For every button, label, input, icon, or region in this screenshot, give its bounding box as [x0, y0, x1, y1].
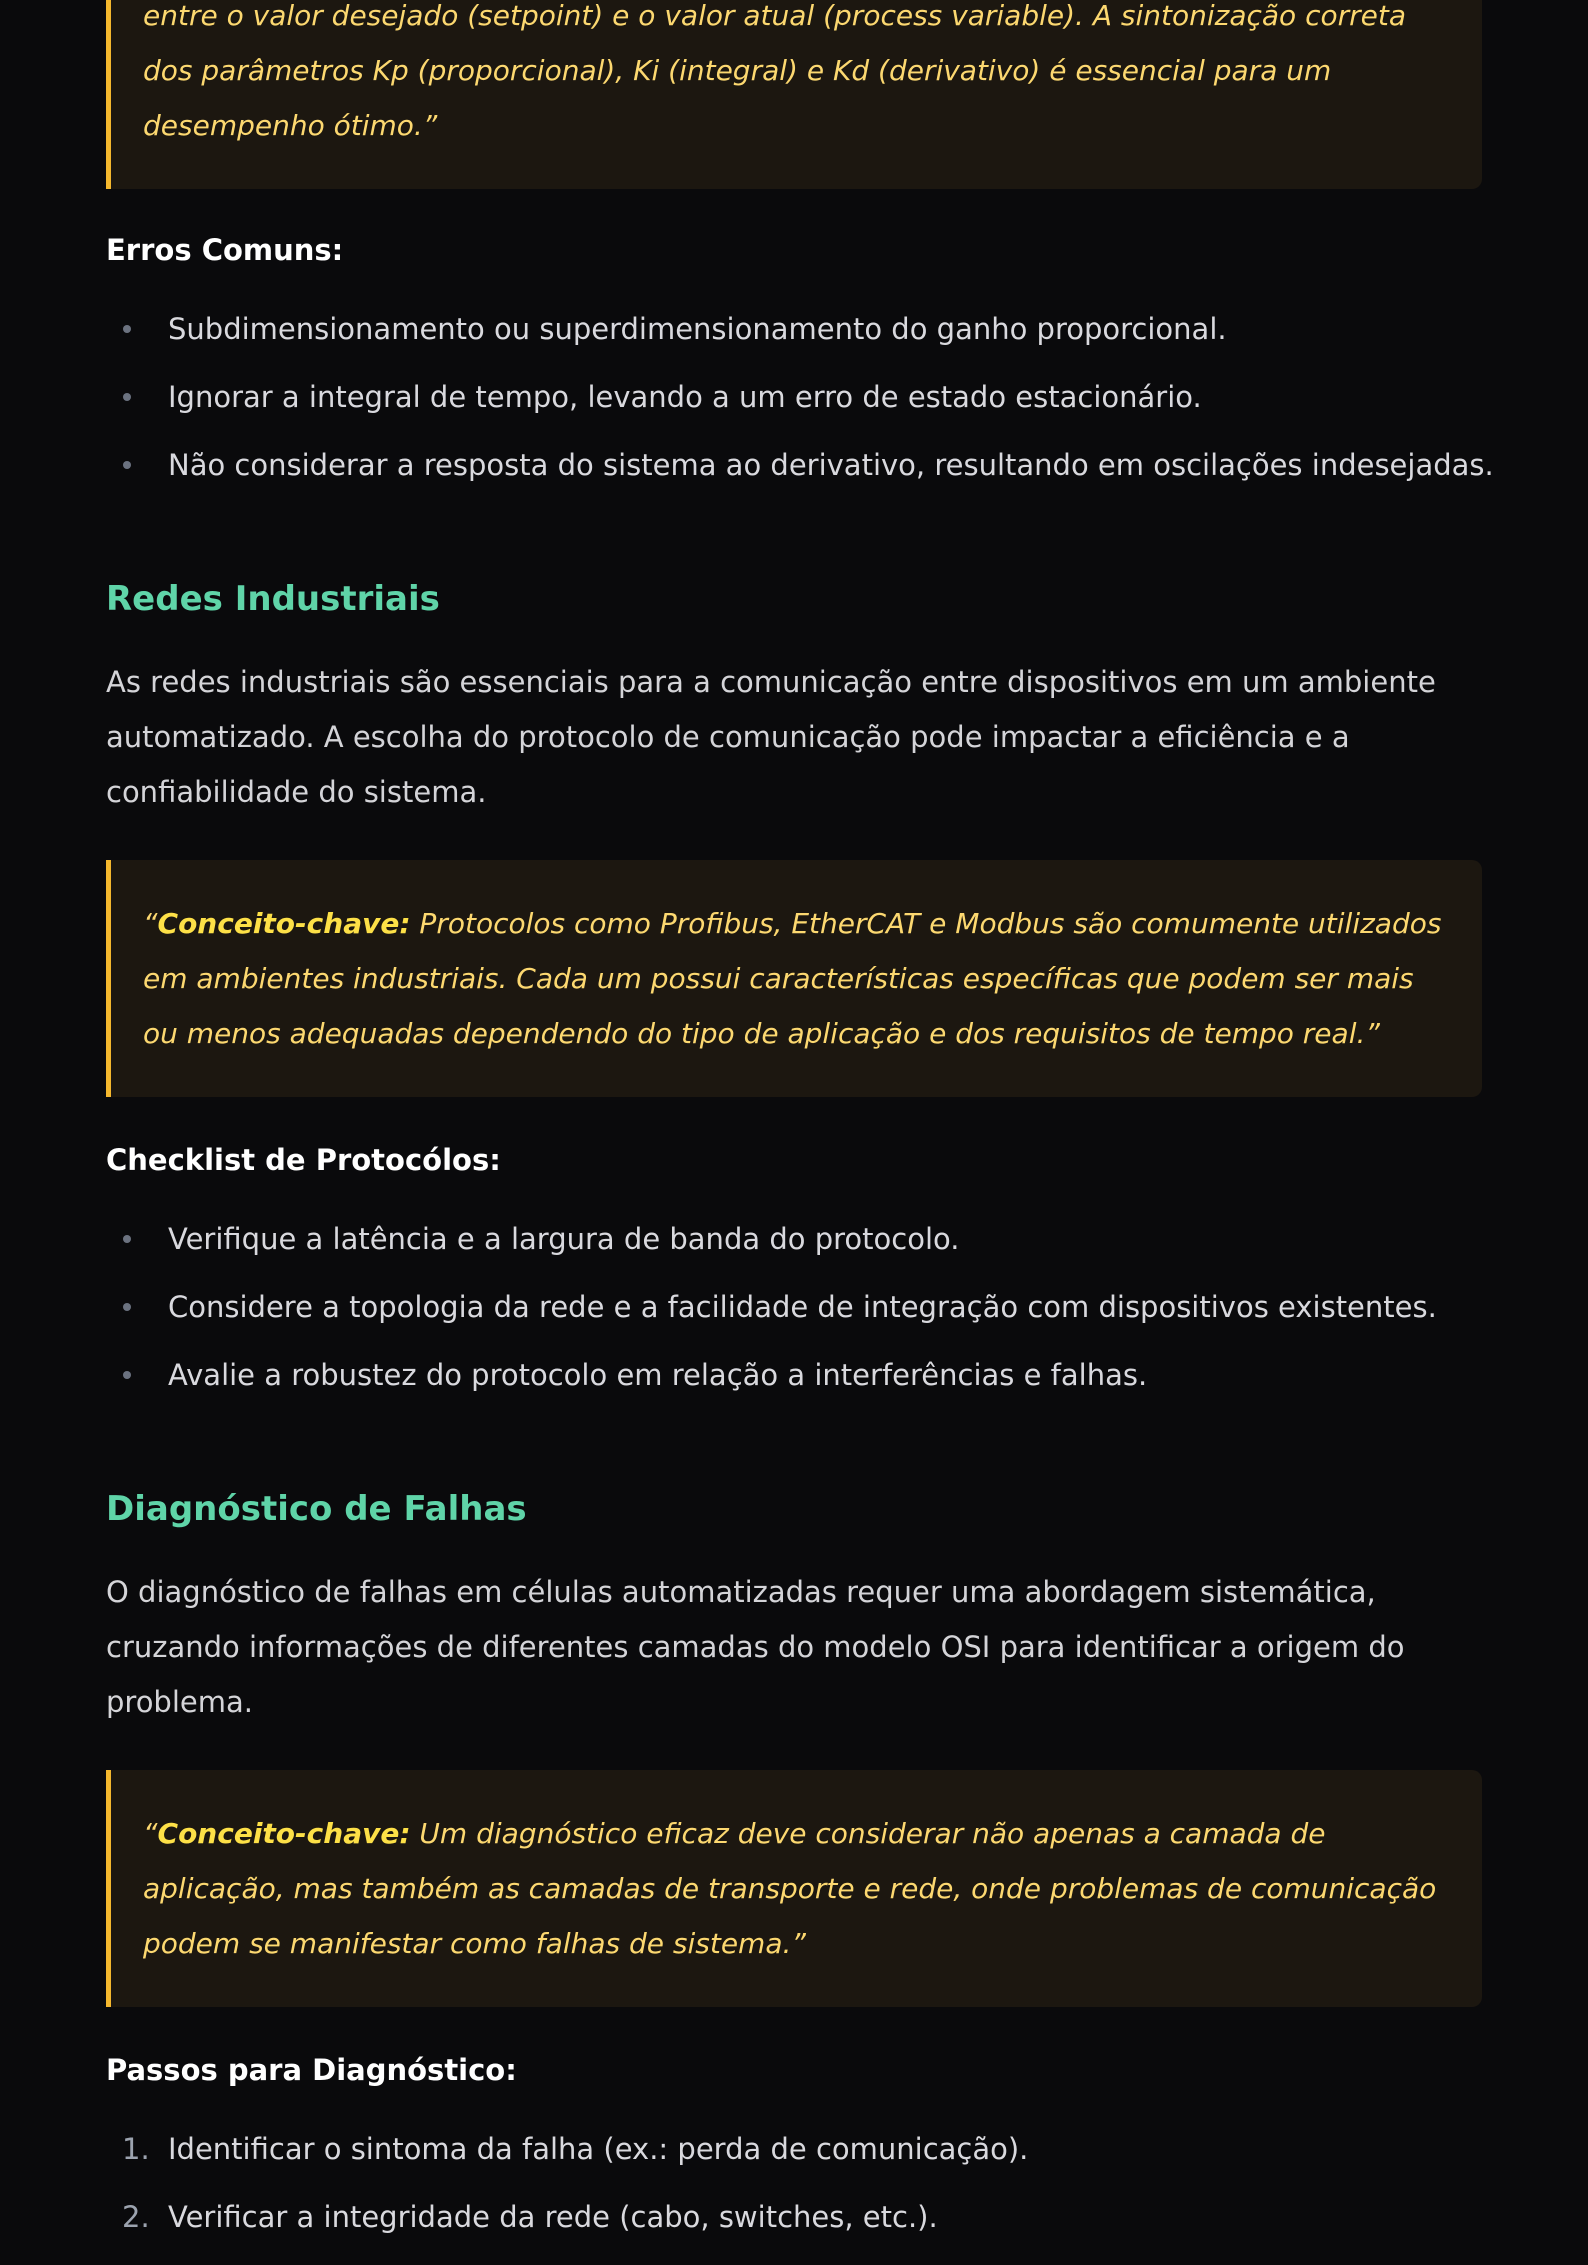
list-item [106, 1219, 1506, 1287]
intro-quote [106, 0, 1482, 189]
list-item [106, 309, 1506, 377]
list-item [106, 2129, 1506, 2197]
list-item-text: Avalie a robustez do protocolo em relação a interferências e falhas. [168, 1358, 1148, 1392]
diagnostico-quote [106, 1770, 1482, 2007]
list-item-text: Identificar o sintoma da falha (ex.: perda de comunicação). [168, 2132, 1029, 2166]
list-item [106, 377, 1506, 445]
bullet-dot [123, 1371, 131, 1379]
list-item-text: Subdimensionamento ou superdimensionamento do ganho proporcional. [168, 312, 1227, 346]
diagnostico-paragraph: O diagnóstico de falhas em células automatizadas requer uma abordagem sistemática, cruzando informações de diferentes camadas do modelo OSI para identificar a origem do problema. [106, 1575, 1405, 1719]
list-item [106, 2197, 1506, 2265]
list-item [106, 1355, 1506, 1423]
quote-open-mark: “ [143, 1817, 158, 1850]
intro-quote-text: entre o valor desejado (setpoint) e o valor atual (process variable). A sintonização correta dos parâmetros Kp (proporcional), Ki (integral) e Kd (derivativo) é essencial para um desempenho ótimo.” [143, 0, 1406, 142]
erros-comuns-list [106, 309, 1506, 513]
quote-text: Protocolos como Profibus, EtherCAT e Modbus são comumente utilizados em ambientes industriais. Cada um possui características específicas que podem ser mais ou menos adequadas dependendo do tipo de aplicação e dos requisitos de tempo real.” [143, 907, 1442, 1050]
bullet-dot [123, 1303, 131, 1311]
quote-text: Um diagnóstico eficaz deve considerar não apenas a camada de aplicação, mas também as camadas de transporte e rede, onde problemas de comunicação podem se manifestar como falhas de sistema.” [143, 1817, 1437, 1960]
bullet-dot [123, 325, 131, 333]
list-item-text: Verificar a integridade da rede (cabo, switches, etc.). [168, 2200, 938, 2234]
quote-open-mark: “ [143, 907, 158, 940]
list-item-text: Verifique a latência e a largura de banda do protocolo. [168, 1222, 960, 1256]
quote-keyword: Conceito-chave: [157, 907, 411, 940]
checklist-title: Checklist de Protocólos: [106, 1143, 501, 1177]
bullet-dot [123, 461, 131, 469]
list-item [106, 445, 1506, 513]
steps-title: Passos para Diagnóstico: [106, 2053, 517, 2087]
step-number: 1. [122, 2132, 150, 2166]
list-item-text: Não considerar a resposta do sistema ao derivativo, resultando em oscilações indesejadas. [168, 448, 1494, 482]
quote-keyword: Conceito-chave: [157, 1817, 411, 1850]
erros-comuns-title: Erros Comuns: [106, 233, 344, 267]
bullet-dot [123, 393, 131, 401]
list-item-text: Considere a topologia da rede e a facilidade de integração com dispositivos existentes. [168, 1290, 1437, 1324]
step-number: 2. [122, 2200, 150, 2234]
redes-quote [106, 860, 1482, 1097]
list-item-text: Ignorar a integral de tempo, levando a um erro de estado estacionário. [168, 380, 1202, 414]
redes-paragraph: As redes industriais são essenciais para a comunicação entre dispositivos em um ambiente automatizado. A escolha do protocolo de comunicação pode impactar a eficiência e a confiabilidade do sistema. [106, 665, 1436, 809]
section-heading-redes: Redes Industriais [106, 579, 440, 619]
steps-list [106, 2129, 1506, 2265]
bullet-dot [123, 1235, 131, 1243]
section-heading-diagnostico: Diagnóstico de Falhas [106, 1489, 527, 1529]
list-item [106, 1287, 1506, 1355]
checklist-list [106, 1219, 1506, 1423]
